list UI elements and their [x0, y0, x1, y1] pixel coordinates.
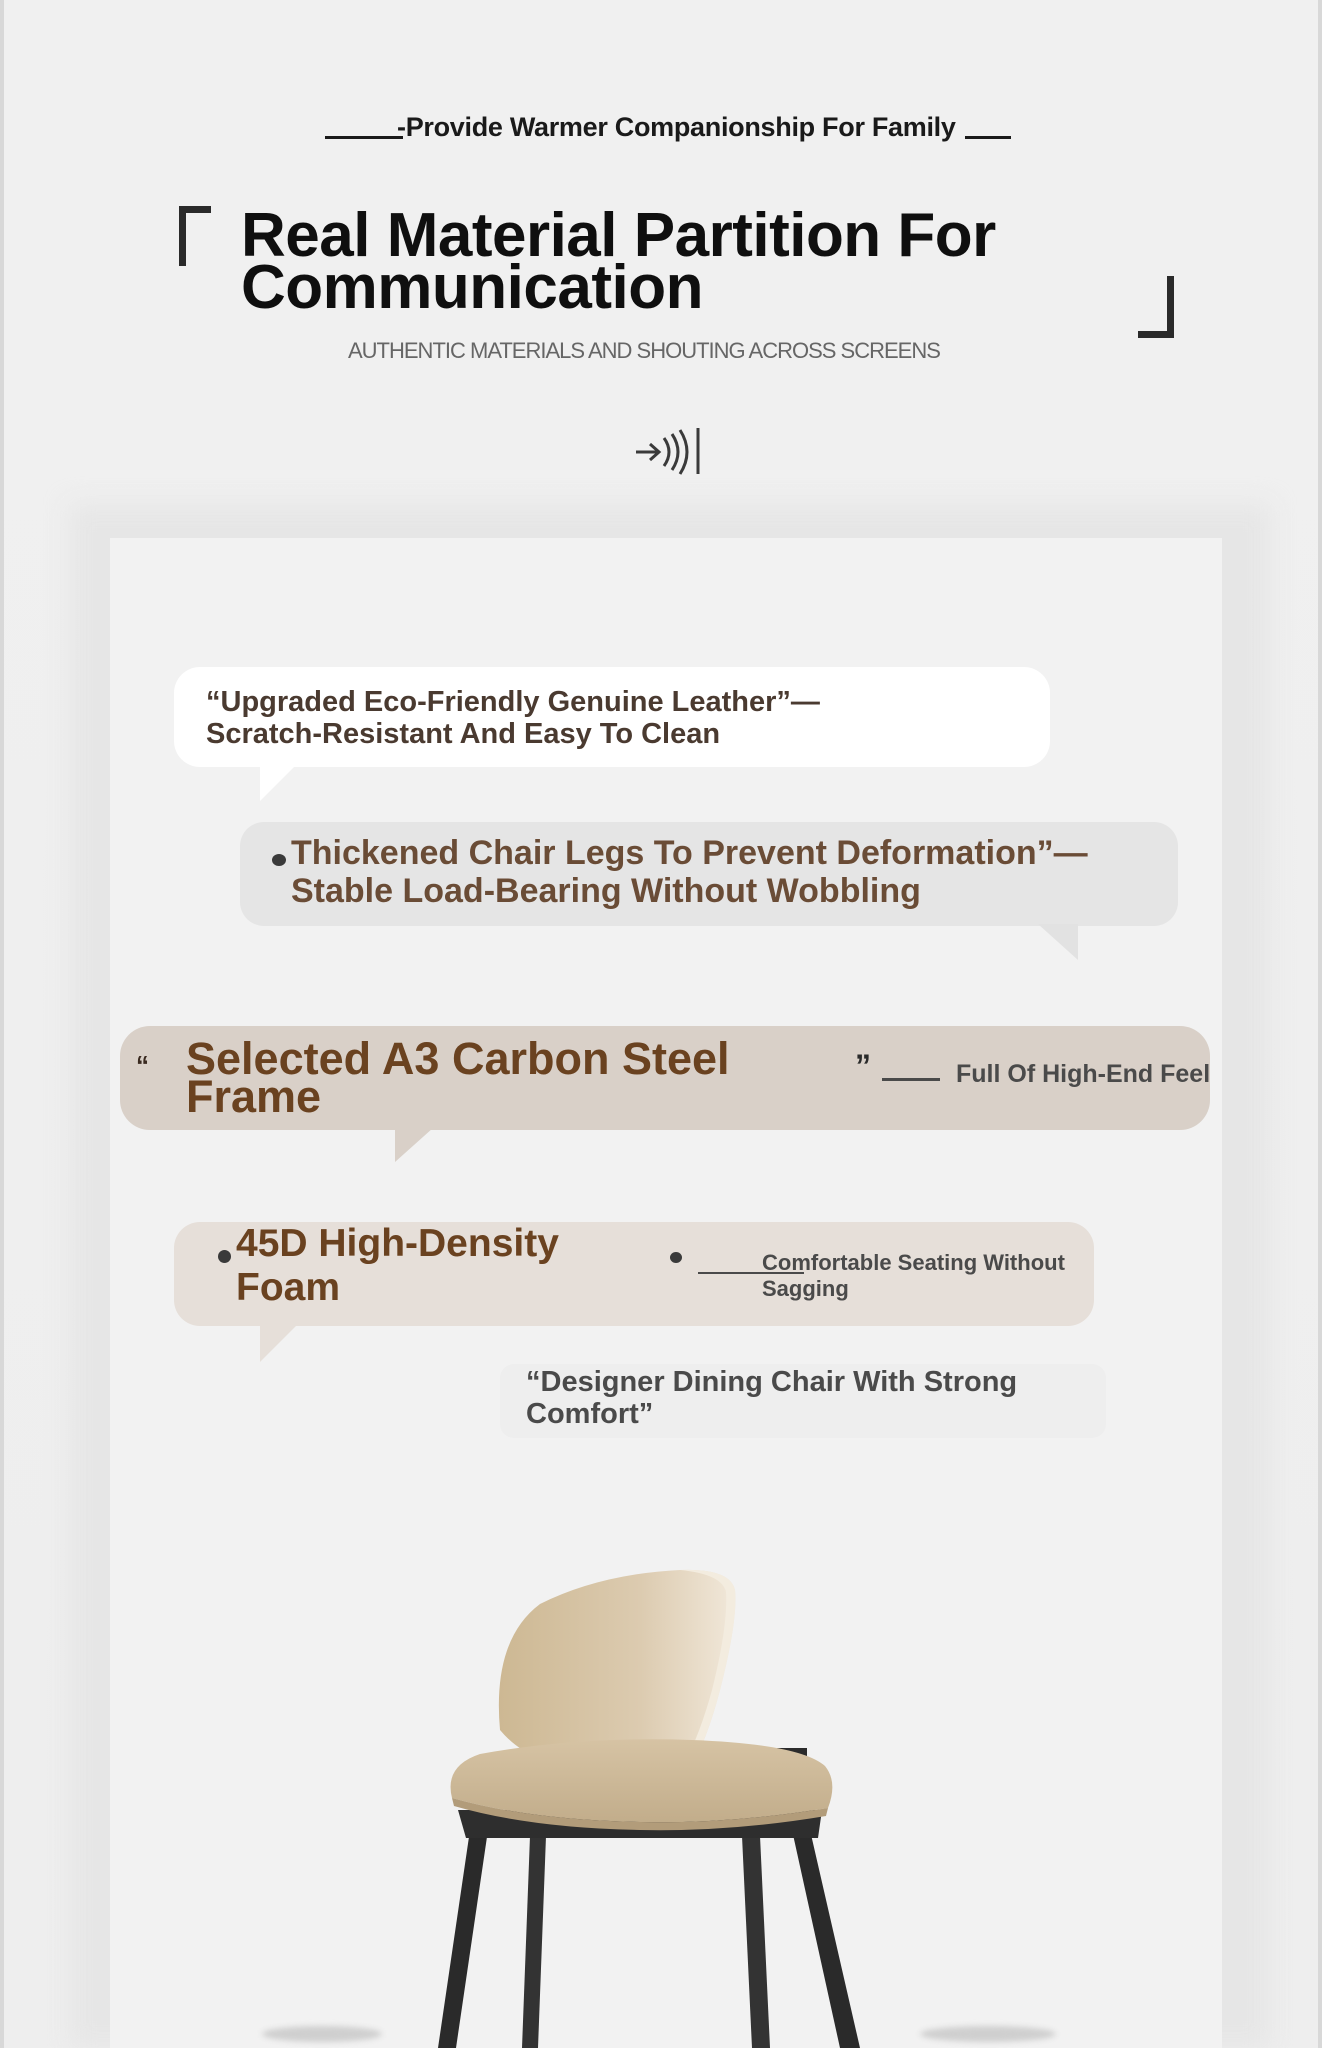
tagline: -Provide Warmer Companionship For Family — [397, 112, 956, 142]
feature-foam: 45D High-Density Foam — [236, 1222, 559, 1309]
page-edge-right — [1318, 0, 1322, 2048]
feature-side-note: Full Of High-End Feel — [956, 1060, 1211, 1088]
page-title: Real Material Partition For Communication — [241, 201, 996, 322]
quote-dot-icon — [218, 1250, 231, 1263]
tagline-rule-left — [325, 136, 403, 139]
bubble-tail — [260, 765, 296, 801]
feature-designer: “Designer Dining Chair With Strong Comfort” — [526, 1366, 1018, 1430]
feature-eco-leather: “Upgraded Eco-Friendly Genuine Leather”—Scratch-Resistant And Easy To Clean — [206, 686, 820, 750]
open-quote-icon: “ — [136, 1050, 149, 1080]
feature-chair-legs: Thickened Chair Legs To Prevent Deformation”—Stable Load-Bearing Without Wobbling — [291, 834, 1088, 910]
page-edge-left — [0, 0, 4, 2048]
quote-dot-icon — [272, 854, 286, 866]
feature-carbon-steel: Selected A3 Carbon Steel Frame — [186, 1033, 730, 1122]
tagline-block — [325, 112, 1011, 152]
tagline-rule-right — [965, 136, 1011, 139]
product-chair-image — [430, 1530, 950, 2048]
bubble-tail — [1038, 924, 1078, 960]
bubble-tail — [395, 1128, 433, 1162]
corner-bracket-bottom-right — [1138, 276, 1174, 338]
connector-line — [882, 1078, 940, 1081]
bubble-tail — [260, 1324, 298, 1362]
quote-dot-icon — [670, 1252, 682, 1263]
floor-shadow — [262, 2026, 382, 2042]
page-subtitle: AUTHENTIC MATERIALS AND SHOUTING ACROSS SCREENS — [348, 338, 940, 363]
corner-bracket-top-left — [179, 206, 211, 266]
feature-side-note: Comfortable Seating Without Sagging — [762, 1250, 1065, 1301]
close-quote-icon: ” — [855, 1048, 871, 1084]
arrow-right-waves-icon — [632, 424, 702, 476]
